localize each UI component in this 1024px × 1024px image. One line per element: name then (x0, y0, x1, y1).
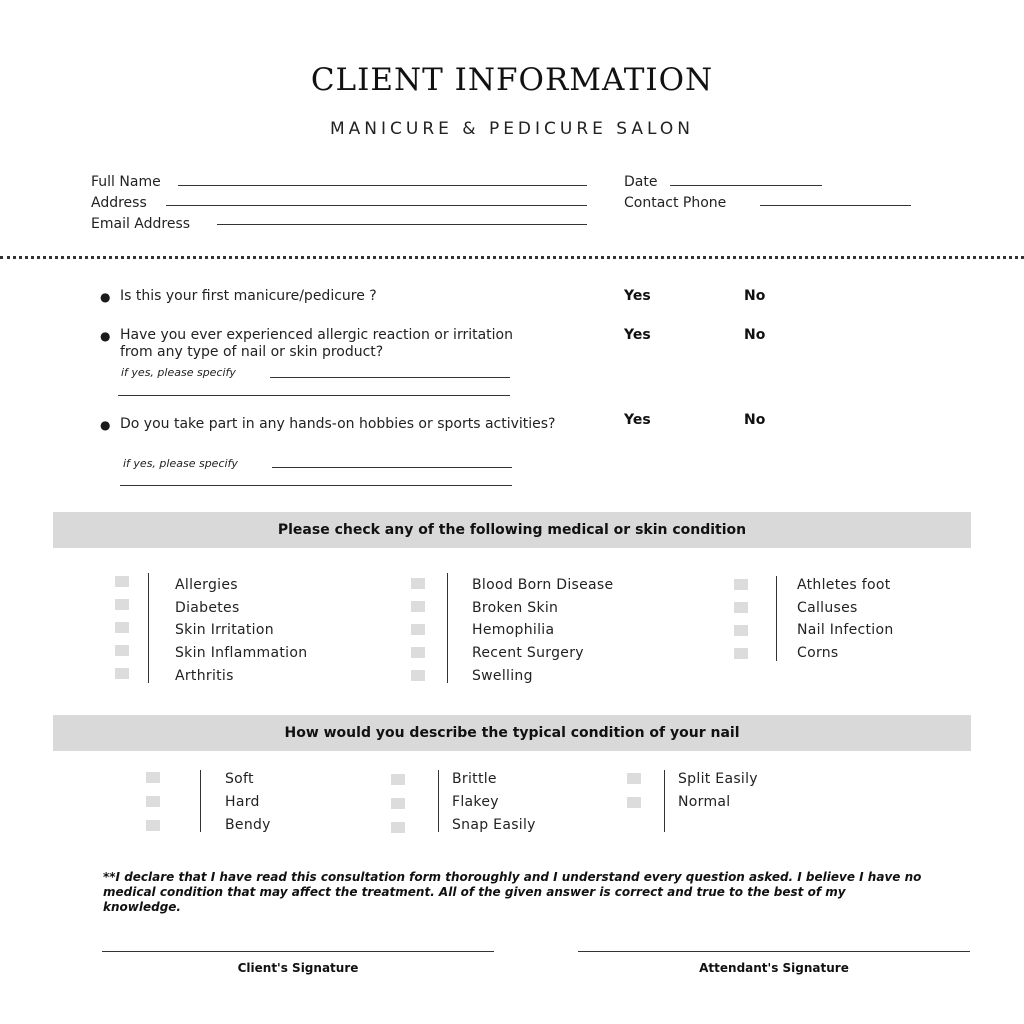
option-nail-infection: Nail Infection (797, 622, 894, 638)
checkbox-broken-skin[interactable] (411, 601, 425, 612)
question-3-specify-field-2[interactable] (120, 485, 512, 486)
checkbox-arthritis[interactable] (115, 668, 129, 679)
checkbox-snap-easily[interactable] (391, 822, 405, 833)
checkbox-normal[interactable] (627, 797, 641, 808)
option-brittle: Brittle (452, 771, 497, 787)
address-field[interactable] (166, 205, 587, 206)
checkbox-bendy[interactable] (146, 820, 160, 831)
email-field[interactable] (217, 224, 587, 225)
question-3-specify-label: if yes, please specify (123, 457, 238, 470)
date-label: Date (624, 174, 658, 190)
option-bendy: Bendy (225, 817, 271, 833)
option-skin-inflammation: Skin Inflammation (175, 645, 308, 661)
checkbox-recent-surgery[interactable] (411, 647, 425, 658)
option-calluses: Calluses (797, 600, 858, 616)
question-3-specify-field[interactable] (272, 467, 512, 468)
checkbox-corns[interactable] (734, 648, 748, 659)
option-hard: Hard (225, 794, 260, 810)
checkbox-hard[interactable] (146, 796, 160, 807)
checkbox-skin-irritation[interactable] (115, 622, 129, 633)
question-3-yes[interactable]: Yes (624, 412, 651, 428)
checkbox-nail-infection[interactable] (734, 625, 748, 636)
checkbox-athletes-foot[interactable] (734, 579, 748, 590)
question-1: Is this your first manicure/pedicure ? (120, 288, 377, 304)
question-2-specify-field-2[interactable] (118, 395, 510, 396)
checkbox-hemophilia[interactable] (411, 624, 425, 635)
full-name-field[interactable] (178, 185, 587, 186)
question-2-specify-label: if yes, please specify (121, 366, 236, 379)
question-2: Have you ever experienced allergic reaction or irritation from any type of nail or skin product? (120, 327, 513, 360)
column-divider (776, 576, 777, 661)
medical-heading: Please check any of the following medical or skin condition (53, 512, 971, 548)
question-2-no[interactable]: No (744, 327, 766, 343)
option-split-easily: Split Easily (678, 771, 758, 787)
option-arthritis: Arthritis (175, 668, 234, 684)
option-blood-born-disease: Blood Born Disease (472, 577, 614, 593)
checkbox-calluses[interactable] (734, 602, 748, 613)
column-divider (664, 770, 665, 832)
declaration-text: **I declare that I have read this consultation form thoroughly and I understand every question asked. I believe I have no medical condition that may affect the treatment. All of the given answer is correct and true to the best of my knowledge. (103, 870, 922, 914)
checkbox-blood-born-disease[interactable] (411, 578, 425, 589)
column-divider (148, 573, 149, 683)
attendant-signature-label: Attendant's Signature (699, 961, 849, 975)
option-broken-skin: Broken Skin (472, 600, 559, 616)
client-signature-label: Client's Signature (237, 961, 359, 975)
checkbox-allergies[interactable] (115, 576, 129, 587)
dotted-divider (0, 256, 1024, 259)
bullet-icon: ● (100, 329, 111, 343)
attendant-signature-line[interactable] (578, 951, 970, 952)
bullet-icon: ● (100, 418, 111, 432)
question-2-yes[interactable]: Yes (624, 327, 651, 343)
client-signature-line[interactable] (102, 951, 494, 952)
checkbox-brittle[interactable] (391, 774, 405, 785)
option-athletes-foot: Athletes foot (797, 577, 891, 593)
checkbox-skin-inflammation[interactable] (115, 645, 129, 656)
option-skin-irritation: Skin Irritation (175, 622, 274, 638)
option-allergies: Allergies (175, 577, 238, 593)
column-divider (438, 770, 439, 832)
option-snap-easily: Snap Easily (452, 817, 536, 833)
question-3: Do you take part in any hands-on hobbies or sports activities? (120, 416, 556, 432)
email-label: Email Address (91, 216, 191, 232)
contact-phone-field[interactable] (760, 205, 911, 206)
option-soft: Soft (225, 771, 254, 787)
form-title: CLIENT INFORMATION (310, 62, 714, 98)
column-divider (447, 573, 448, 683)
question-1-yes[interactable]: Yes (624, 288, 651, 304)
option-recent-surgery: Recent Surgery (472, 645, 584, 661)
question-3-no[interactable]: No (744, 412, 766, 428)
option-swelling: Swelling (472, 668, 533, 684)
nail-heading: How would you describe the typical condition of your nail (53, 715, 971, 751)
option-hemophilia: Hemophilia (472, 622, 555, 638)
option-diabetes: Diabetes (175, 600, 240, 616)
option-flakey: Flakey (452, 794, 499, 810)
question-2-specify-field[interactable] (270, 377, 510, 378)
question-1-no[interactable]: No (744, 288, 766, 304)
bullet-icon: ● (100, 290, 111, 304)
checkbox-soft[interactable] (146, 772, 160, 783)
date-field[interactable] (670, 185, 822, 186)
form-subtitle: MANICURE & PEDICURE SALON (329, 119, 695, 139)
address-label: Address (91, 195, 147, 211)
option-corns: Corns (797, 645, 839, 661)
checkbox-split-easily[interactable] (627, 773, 641, 784)
checkbox-flakey[interactable] (391, 798, 405, 809)
column-divider (200, 770, 201, 832)
full-name-label: Full Name (91, 174, 161, 190)
contact-phone-label: Contact Phone (624, 195, 727, 211)
checkbox-diabetes[interactable] (115, 599, 129, 610)
checkbox-swelling[interactable] (411, 670, 425, 681)
option-normal: Normal (678, 794, 731, 810)
